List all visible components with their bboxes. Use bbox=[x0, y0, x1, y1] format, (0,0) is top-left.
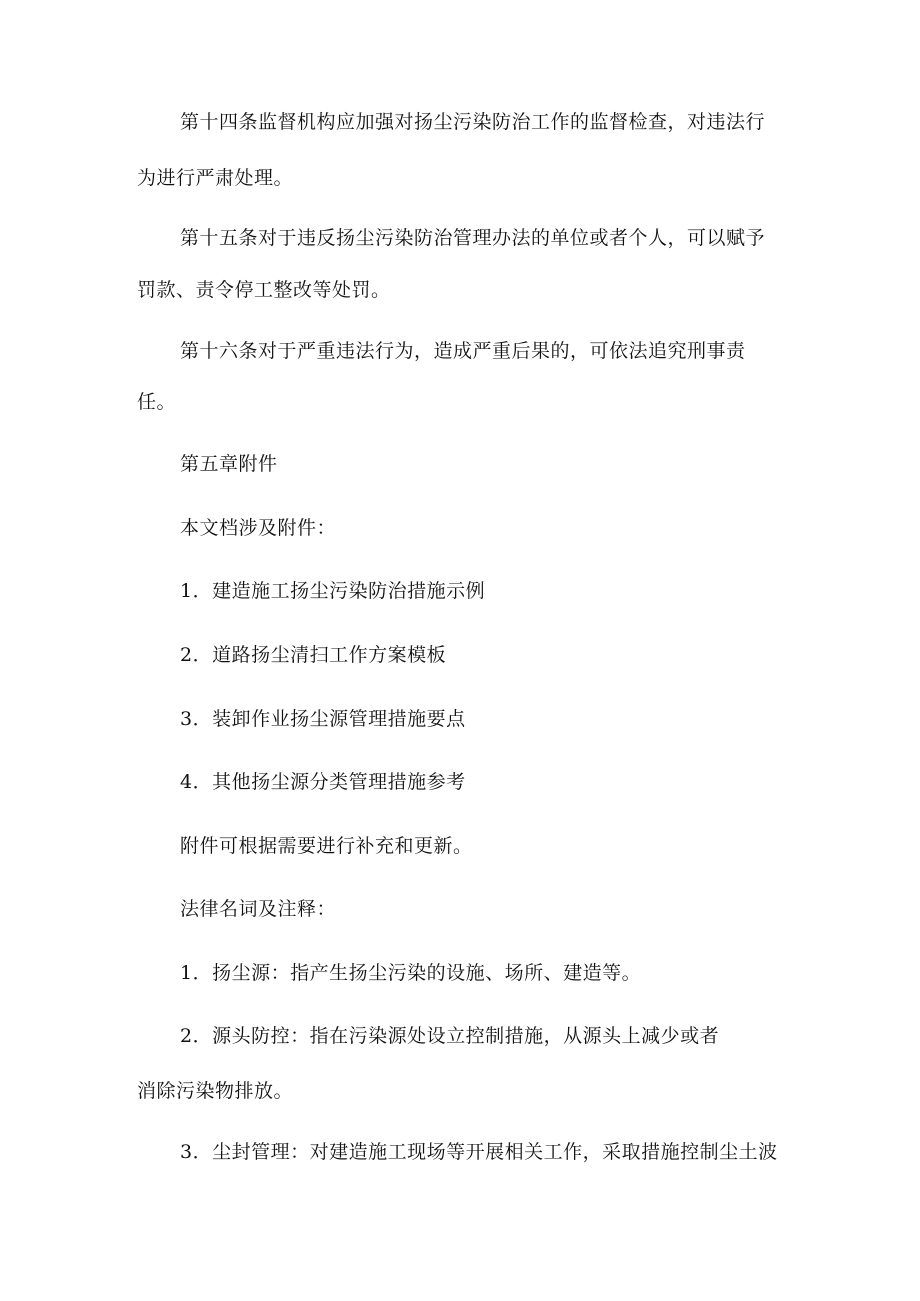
attachment-item-1: 1．建造施工扬尘污染防治措施示例 bbox=[180, 580, 486, 602]
chapter-5-heading: 第五章附件 bbox=[180, 453, 278, 475]
article-14-line-1: 第十四条监督机构应加强对扬尘污染防治工作的监督检查，对违法行 bbox=[180, 111, 766, 133]
glossary-item-3-line-1: 3．尘封管理：对建造施工现场等开展相关工作，采取措施控制尘土波 bbox=[180, 1141, 778, 1163]
article-16-line-2: 任。 bbox=[137, 391, 177, 413]
glossary-item-2-line-2: 消除污染物排放。 bbox=[137, 1080, 294, 1102]
attachment-item-4: 4．其他扬尘源分类管理措施参考 bbox=[180, 771, 466, 793]
attachment-item-2: 2．道路扬尘清扫工作方案模板 bbox=[180, 644, 447, 666]
article-15-line-1: 第十五条对于违反扬尘污染防治管理办法的单位或者个人，可以赋予 bbox=[180, 227, 766, 249]
article-15-line-2: 罚款、责令停工整改等处罚。 bbox=[137, 279, 391, 301]
glossary-item-2-line-1: 2．源头防控：指在污染源处设立控制措施，从源头上减少或者 bbox=[180, 1025, 720, 1047]
article-14-line-2: 为进行严肃处理。 bbox=[137, 167, 294, 189]
glossary-heading: 法律名词及注释： bbox=[180, 898, 337, 920]
glossary-item-1: 1．扬尘源：指产生扬尘污染的设施、场所、建造等。 bbox=[180, 962, 642, 984]
article-16-line-1: 第十六条对于严重违法行为，造成严重后果的，可依法追究刑事责 bbox=[180, 340, 746, 362]
attachment-item-3: 3．装卸作业扬尘源管理措施要点 bbox=[180, 708, 466, 730]
attachments-intro: 本文档涉及附件： bbox=[180, 517, 337, 539]
attachments-note: 附件可根据需要进行补充和更新。 bbox=[180, 835, 473, 857]
